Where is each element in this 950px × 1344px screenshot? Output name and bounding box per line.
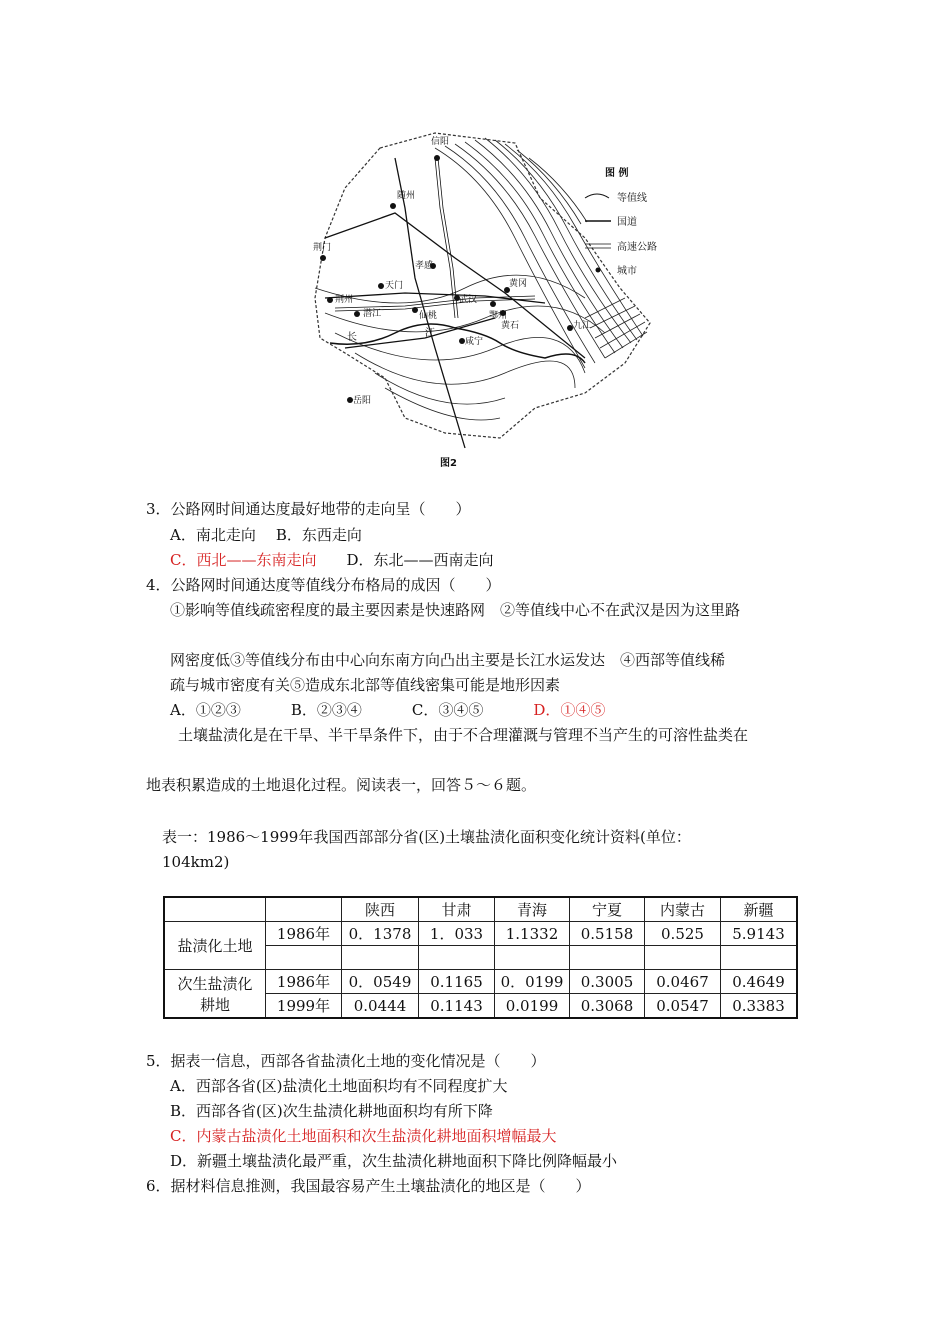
city-label-xianning: 咸宁: [465, 337, 484, 347]
q3-option-b: B．东西走向: [275, 526, 362, 544]
row-year: 1999年: [266, 994, 342, 1019]
city-label-suizhou: 随州: [397, 191, 416, 201]
figure-caption: 图2: [440, 458, 457, 469]
table-cell: [419, 946, 495, 970]
table-row: [164, 970, 797, 994]
intro-line1: 土壤盐渍化是在干旱、半干旱条件下，由于不合理灌溉与管理不当产生的可溶性盐类在: [178, 726, 749, 744]
q6-stem: 6．据材料信息推测，我国最容易产生土壤盐渍化的地区是（ ）: [146, 1177, 591, 1195]
col-header-ningxia: 宁夏: [570, 897, 645, 922]
q4-option-c: C．③④⑤: [411, 701, 484, 719]
table-cell: 0.0199: [495, 994, 570, 1019]
col-header-shaanxi: 陕西: [342, 897, 419, 922]
row-group-secondary-saline-farmland: [164, 970, 266, 1019]
table-cell: 0.525: [645, 922, 721, 946]
table-cell: [645, 946, 721, 970]
legend-title: 图 例: [605, 168, 629, 179]
table-cell: 0.5158: [570, 922, 645, 946]
city-label-qianjiang: 潜江: [363, 309, 382, 319]
city-label-huanggang: 黄冈: [509, 279, 528, 289]
table-cell: 0．0199: [495, 970, 570, 994]
q3-option-a: A．南北走向: [170, 526, 256, 544]
q4-statement-line1: ①影响等值线疏密程度的最主要因素是快速路网 ②等值线中心不在武汉是因为这里路: [170, 601, 741, 619]
col-header-qinghai: 青海: [495, 897, 570, 922]
table-row: [164, 922, 797, 946]
q5-option-a: A．西部各省(区)盐渍化土地面积均有不同程度扩大: [170, 1077, 508, 1095]
city-label-yueyang: 岳阳: [353, 396, 372, 406]
map-legend: [585, 166, 657, 277]
q3-options-ab: [170, 524, 362, 546]
col-header-neimenggu: 内蒙古: [645, 897, 721, 922]
city-label-tianmen: 天门: [385, 281, 404, 291]
q4-options: [170, 699, 605, 721]
q4-stem: 4．公路网时间通达度等值线分布格局的成因（ ）: [146, 576, 501, 594]
row-group-saline-land: 盐渍化土地: [164, 922, 266, 970]
legend-item-expressway: 高速公路: [617, 242, 657, 253]
table-cell: 0.0467: [645, 970, 721, 994]
intro-line2: 地表积累造成的土地退化过程。阅读表一，回答５～６题。: [146, 776, 537, 794]
table-cell: [495, 946, 570, 970]
city-label-xiantao: 仙桃: [419, 311, 438, 321]
col-header-gansu: 甘肃: [419, 897, 495, 922]
table-cell: 0．0549: [342, 970, 419, 994]
q5-option-d: D．新疆土壤盐渍化最严重，次生盐渍化耕地面积下降比例降幅最小: [170, 1152, 618, 1170]
q3-option-d: D．东北——西南走向: [346, 551, 494, 569]
row-group-label-line2: 耕地: [199, 995, 230, 1014]
city-label-wuhan: 武汉: [459, 295, 478, 305]
river-label-jiang: 江: [425, 328, 435, 339]
table-cell: 0.1165: [419, 970, 495, 994]
col-header-xinjiang: 新疆: [721, 897, 798, 922]
legend-item-contour: 等值线: [617, 193, 647, 204]
table-title-line2: 104km2): [162, 853, 230, 871]
q4-option-b: B．②③④: [290, 701, 362, 719]
contour-lines: [315, 138, 647, 420]
table-header-row: [164, 897, 797, 922]
table-cell: 0.0547: [645, 994, 721, 1019]
table-cell: [721, 946, 798, 970]
table-title-line1: 表一：1986～1999年我国西部部分省(区)土壤盐渍化面积变化统计资料(单位：: [162, 828, 691, 846]
table-cell: 0.3383: [721, 994, 798, 1019]
river-label-chang: 长: [347, 332, 357, 343]
table-cell: 0.0444: [342, 994, 419, 1019]
city-label-xiaogan: 孝感: [415, 261, 434, 271]
row-year: [266, 946, 342, 970]
city-label-jiujiang: 九江: [573, 321, 592, 331]
city-label-huangshi: 黄石: [501, 321, 520, 331]
city-label-jingmen: 荆门: [313, 243, 332, 253]
row-group-label-line1: 次生盐渍化: [177, 974, 253, 993]
q5-option-c-answer: C．内蒙古盐渍化土地面积和次生盐渍化耕地面积增幅最大: [170, 1127, 557, 1145]
q4-statement-line2: 网密度低③等值线分布由中心向东南方向凸出主要是长江水运发达 ④西部等值线稀: [170, 651, 726, 669]
row-year: 1986年: [266, 970, 342, 994]
legend-city-symbol: [596, 268, 601, 273]
highway-accessibility-map: [285, 118, 685, 478]
row-year: 1986年: [266, 922, 342, 946]
table-cell: [342, 946, 419, 970]
q3-option-c-answer: C．西北——东南走向: [170, 551, 317, 569]
salinization-table: [163, 896, 798, 1019]
table-cell: 0.1143: [419, 994, 495, 1019]
q4-statement-line3: 疏与城市密度有关⑤造成东北部等值线密集可能是地形因素: [170, 676, 561, 694]
q5-stem: 5．据表一信息，西部各省盐渍化土地的变化情况是（ ）: [146, 1052, 546, 1070]
table-cell: 5.9143: [721, 922, 798, 946]
table-cell: 1.1332: [495, 922, 570, 946]
q5-option-b: B．西部各省(区)次生盐渍化耕地面积均有所下降: [170, 1102, 493, 1120]
table-cell: 0.4649: [721, 970, 798, 994]
table-cell: [570, 946, 645, 970]
city-label-xinyang: 信阳: [431, 137, 450, 147]
yangtze-river: [330, 324, 585, 363]
city-label-ezhou: 鄂州: [489, 311, 508, 321]
q4-option-a: A．①②③: [170, 701, 241, 719]
table-cell: 1．033: [419, 922, 495, 946]
table-cell: 0.3068: [570, 994, 645, 1019]
table-cell: 0．1378: [342, 922, 419, 946]
q3-options-cd: [170, 549, 494, 571]
legend-item-city: 城市: [617, 266, 637, 277]
city-markers: [320, 155, 573, 403]
legend-contour-symbol: [585, 194, 609, 198]
city-label-jingzhou: 荆州: [335, 295, 354, 305]
q3-stem: 3．公路网时间通达度最好地带的走向呈（ ）: [146, 500, 471, 518]
table-cell: 0.3005: [570, 970, 645, 994]
legend-item-national-road: 国道: [617, 217, 637, 228]
q4-option-d-answer: D．①④⑤: [533, 701, 606, 719]
